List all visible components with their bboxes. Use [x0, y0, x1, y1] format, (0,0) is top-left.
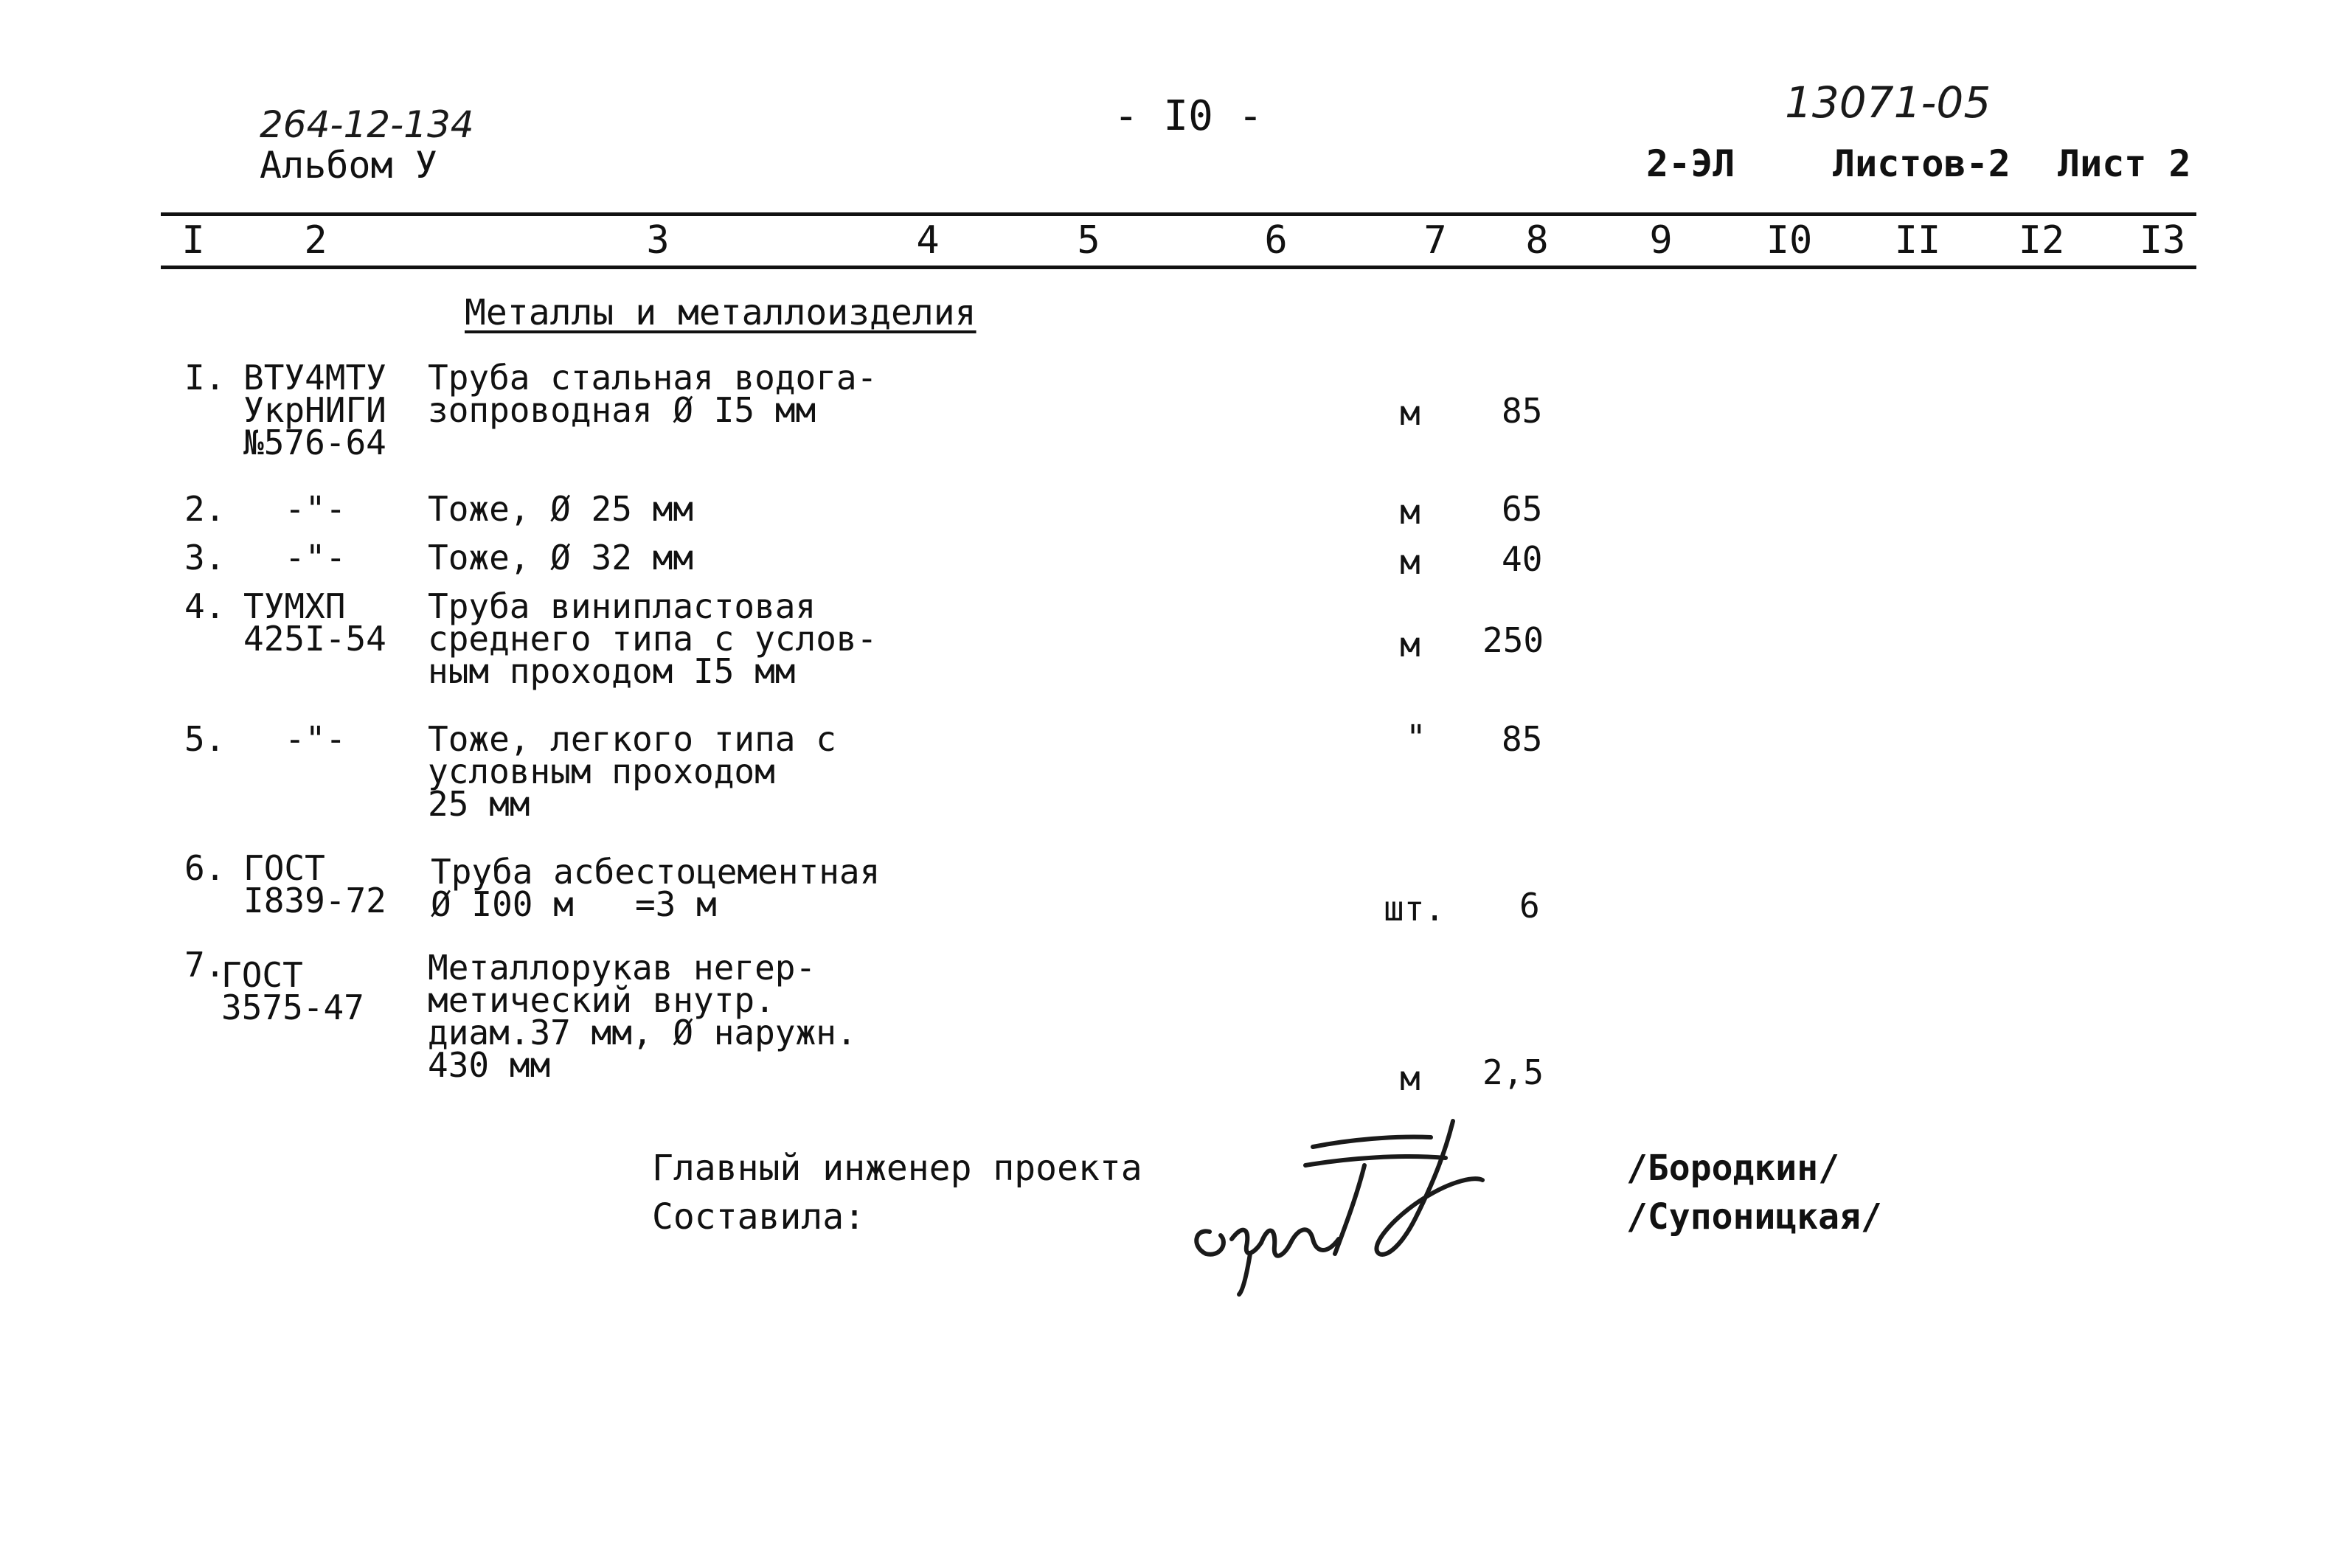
col-header-13: I3: [2139, 218, 2186, 263]
row-number: I.: [184, 358, 226, 398]
stamp-number: 13071-05: [1785, 77, 1991, 128]
chief-engineer-name: /Бородкин/: [1626, 1148, 1839, 1189]
row-unit: м: [1400, 492, 1420, 532]
row-name: Тоже, легкого типа с условным проходом 25 мм: [428, 719, 836, 824]
row-name: Тоже, Ø 32 мм: [428, 538, 694, 577]
row-name: Металлорукав негер- метический внутр. диам.37 мм, Ø наружн. 430 мм: [428, 948, 857, 1085]
row-spec: ГОСТ 3575-47: [221, 955, 364, 1027]
compiled-by-name: /Супоницкая/: [1626, 1196, 1882, 1238]
section-title: Металлы и металлоизделия: [465, 292, 976, 333]
row-qty: 85: [1502, 391, 1543, 431]
row-number: 7.: [184, 945, 226, 985]
row-name: Труба стальная водога- зопроводная Ø I5 мм: [428, 358, 878, 430]
col-header-9: 9: [1649, 218, 1673, 263]
row-unit: шт.: [1384, 889, 1446, 929]
row-number: 4.: [184, 586, 226, 626]
row-name: Тоже, Ø 25 мм: [428, 489, 694, 529]
col-header-8: 8: [1525, 218, 1549, 263]
row-name: Труба винипластовая среднего типа с услов- ным проходом I5 мм: [428, 586, 878, 691]
col-header-6: 6: [1264, 218, 1288, 263]
compiled-by-label: Составила:: [652, 1196, 865, 1238]
row-spec: -"-: [285, 489, 347, 529]
album-label: Альбом У: [260, 144, 437, 187]
row-spec: ГОСТ I839-72: [243, 848, 386, 920]
row-qty: 6: [1519, 886, 1540, 926]
col-header-12: I2: [2018, 218, 2065, 263]
handwritten-signature: [1180, 1106, 1519, 1298]
row-unit: м: [1400, 542, 1420, 582]
sheet-code: 2-ЭЛ: [1646, 142, 1735, 185]
sheets-total: Листов-2: [1833, 142, 2011, 185]
col-header-11: II: [1894, 218, 1941, 263]
row-number: 6.: [184, 848, 226, 888]
col-header-3: 3: [646, 218, 670, 263]
row-qty: 250: [1482, 620, 1544, 660]
row-qty: 40: [1502, 539, 1543, 579]
header-bottom-rule: [161, 266, 2196, 269]
row-unit: м: [1400, 1058, 1420, 1098]
row-unit: ": [1406, 718, 1426, 757]
row-number: 2.: [184, 489, 226, 529]
page-number: - I0 -: [1114, 92, 1263, 140]
row-qty: 65: [1502, 489, 1543, 529]
col-header-4: 4: [916, 218, 940, 263]
col-header-10: I0: [1766, 218, 1813, 263]
row-unit: м: [1400, 393, 1420, 433]
row-qty: 2,5: [1482, 1052, 1544, 1092]
col-header-1: I: [181, 218, 205, 263]
sheet-number: Лист 2: [2058, 142, 2191, 185]
row-qty: 85: [1502, 719, 1543, 759]
col-header-7: 7: [1423, 218, 1447, 263]
col-header-2: 2: [304, 218, 327, 263]
row-name: Труба асбестоцементная Ø I00 м =3 м: [431, 852, 881, 924]
row-unit: м: [1400, 625, 1420, 665]
document-code: 264-12-134: [260, 103, 474, 146]
chief-engineer-label: Главный инженер проекта: [652, 1148, 1142, 1189]
header-top-rule: [161, 212, 2196, 216]
row-spec: -"-: [285, 538, 347, 577]
row-number: 3.: [184, 538, 226, 577]
row-spec: -"-: [285, 719, 347, 759]
row-spec: ТУМХП 425I-54: [243, 586, 386, 659]
col-header-5: 5: [1077, 218, 1100, 263]
row-number: 5.: [184, 719, 226, 759]
row-spec: ВТУ4МТУ УкрНИГИ №576-64: [243, 358, 386, 462]
